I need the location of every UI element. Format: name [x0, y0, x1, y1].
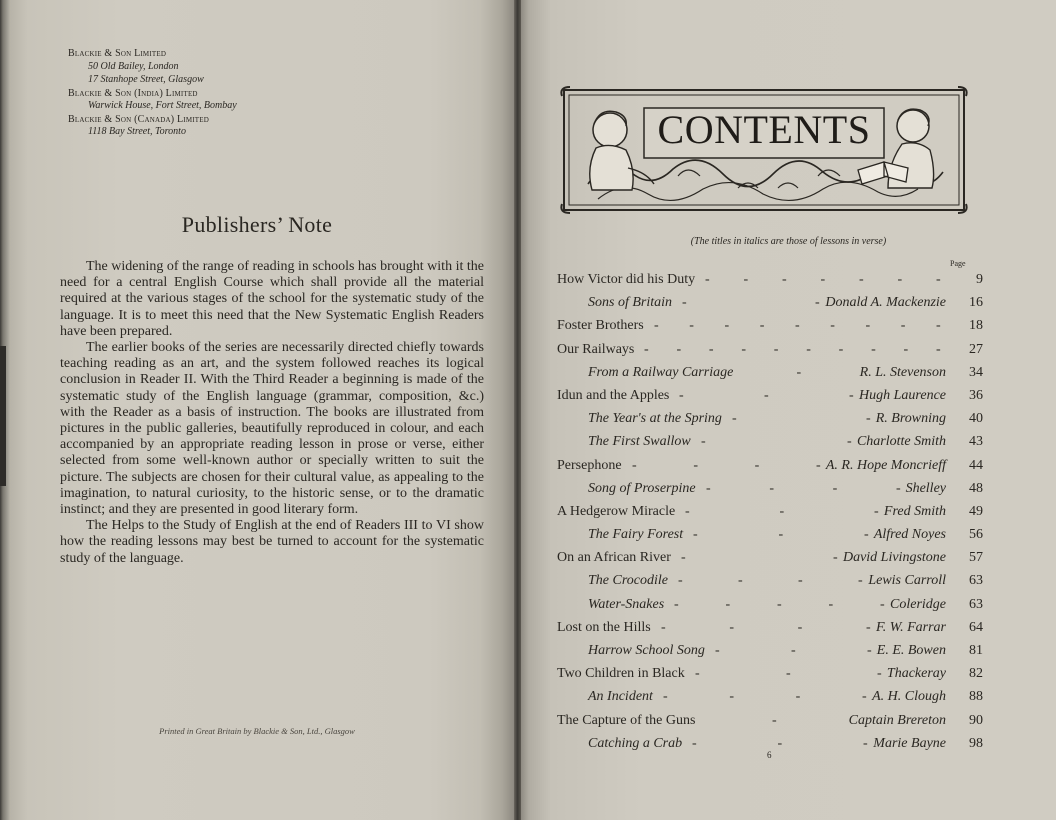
contents-entry: The Crocodile Lewis Carroll - - - - 63: [557, 569, 983, 592]
imprint-company: Blackie & Son (Canada) Limited: [68, 113, 209, 125]
entry-author: Marie Bayne: [873, 735, 946, 751]
entry-title: An Incident: [588, 689, 653, 705]
entry-title: Sons of Britain: [588, 295, 673, 311]
contents-entry: The Fairy Forest Alfred Noyes - - - 56: [557, 523, 983, 546]
contents-banner: [558, 84, 970, 216]
entry-title: Foster Brothers: [557, 318, 644, 334]
publishers-note-body: [60, 259, 484, 567]
entry-author: David Livingstone: [842, 550, 946, 566]
contents-entry: How Victor did his Duty - - - - - - - 9: [557, 268, 983, 291]
note-paragraph: The Helps to the Study of English at the end of Readers III to VI show how the reading lessons may best be turned to account for the systematic study of the language.: [60, 518, 484, 566]
entry-title: Harrow School Song: [588, 643, 705, 658]
entry-title: From a Railway Carriage: [588, 364, 734, 380]
entry-title: On an African River: [557, 550, 671, 566]
contents-entry: From a Railway Carriage R. L. Stevenson - 34: [557, 361, 983, 384]
entry-page-number: 81: [969, 643, 983, 658]
entry-title: The First Swallow: [588, 434, 691, 450]
entry-author: Coleridge: [890, 596, 946, 612]
entry-page-number: 64: [969, 619, 983, 635]
entry-title: Idun and the Apples: [557, 387, 670, 403]
contents-entry: Persephone A. R. Hope Moncrieff - - - - 44: [557, 454, 983, 477]
page-column-header: Page: [950, 259, 966, 268]
contents-entry: A Hedgerow Miracle Fred Smith - - - 49: [557, 500, 983, 523]
entry-title: Two Children in Black: [557, 666, 685, 682]
entry-title: Lost on the Hills: [557, 619, 651, 635]
imprint-address: 17 Stanhope Street, Glasgow: [88, 74, 204, 85]
entry-page-number: 88: [969, 689, 983, 705]
imprint-address: 1118 Bay Street, Toronto: [88, 126, 186, 137]
contents-entry: Harrow School Song E. E. Bowen - - - 81: [557, 639, 983, 662]
entry-title: A Hedgerow Miracle: [557, 503, 676, 519]
entry-author: Shelley: [905, 480, 946, 496]
entry-page-number: 63: [969, 596, 983, 612]
entry-page-number: 40: [969, 411, 983, 427]
entry-page-number: 43: [969, 434, 983, 450]
entry-author: R. Browning: [875, 411, 946, 427]
contents-entry: Catching a Crab Marie Bayne - - - 98: [557, 732, 983, 755]
entry-title: The Capture of the Guns: [557, 712, 696, 728]
note-paragraph: The earlier books of the series are necessarily directed chiefly towards teaching reading as an art, and the system followed reaches its logical conclusion in Reader II. With the Third Reader a beginning is made of the systematic study of the English language (grammar, composition, &c.) with the Reader as a basis of instruction. The books are illustrated from pictures in the public galleries, beautifully reproduced in colour, and each accompanied by an appropriate reading lesson in prose or verse, either selected from some well-known author or specially written to suit the picture. The subjects are chosen for their cultural value, as appealing to the imagination, to natural curiosity, to the historic sense, or to the dramatic instinct; and they are presented in good literary form.: [60, 340, 484, 518]
entry-page-number: 98: [969, 735, 983, 751]
entry-author: Charlotte Smith: [856, 434, 946, 450]
entry-author: Donald A. Mackenzie: [825, 295, 946, 311]
entry-title: Our Railways: [557, 341, 635, 357]
imprint-address: 50 Old Bailey, London: [88, 60, 179, 72]
contents-entry: Idun and the Apples Hugh Laurence - - - 36: [557, 384, 983, 407]
entry-author: Fred Smith: [883, 503, 946, 519]
entry-page-number: 82: [969, 666, 983, 682]
contents-entry: The Capture of the Guns Captain Brereton - 90: [557, 709, 983, 732]
contents-entry: Our Railways - - - - - - - - - - 27: [557, 338, 983, 361]
left-page: [0, 0, 514, 820]
entry-title: The Year's at the Spring: [588, 411, 722, 427]
contents-entry: Foster Brothers - - - - - - - - - 18: [557, 314, 983, 337]
imprint-entry: [68, 114, 237, 139]
printer-line: Printed in Great Britain by Blackie & Son, Ltd., Glasgow: [159, 726, 355, 736]
contents-entry: The First Swallow Charlotte Smith - - 43: [557, 430, 983, 453]
entry-title: How Victor did his Duty: [557, 272, 696, 287]
imprint-entry: [68, 88, 237, 113]
contents-entry: The Year's at the Spring R. Browning - - 40: [557, 407, 983, 430]
book-gutter: [514, 0, 521, 820]
entry-title: The Crocodile: [588, 573, 668, 589]
entry-page-number: 36: [969, 387, 983, 403]
contents-entry: Song of Proserpine Shelley - - - - 48: [557, 477, 983, 500]
contents-caption: (The titles in italics are those of lessons in verse): [690, 236, 887, 247]
entry-page-number: 57: [969, 550, 983, 566]
entry-title: Song of Proserpine: [588, 480, 696, 496]
entry-author: Captain Brereton: [848, 712, 946, 728]
contents-entry: On an African River David Livingstone - - 57: [557, 546, 983, 569]
entry-page-number: 18: [969, 318, 983, 334]
note-paragraph: The widening of the range of reading in schools has brought with it the need for a central English Course which shall provide all the material required at the various stages of the school for the systematic study of the language. It is to meet this need that the New Systematic English Readers have been prepared.: [60, 259, 484, 339]
contents-entry: Two Children in Black Thackeray - - - 82: [557, 662, 983, 685]
contents-entry: An Incident A. H. Clough - - - - 88: [557, 685, 983, 708]
entry-author: F. W. Farrar: [875, 619, 946, 635]
contents-list: [557, 268, 983, 755]
publisher-imprint: [68, 48, 237, 140]
entry-author: E. E. Bowen: [876, 643, 946, 658]
contents-entry: Lost on the Hills F. W. Farrar - - - - 64: [557, 616, 983, 639]
entry-author: Lewis Carroll: [868, 573, 946, 589]
right-page: [521, 0, 1056, 820]
entry-page-number: 48: [969, 480, 983, 496]
entry-page-number: 49: [969, 503, 983, 519]
entry-author: R. L. Stevenson: [859, 364, 946, 380]
entry-page-number: 27: [969, 341, 983, 357]
imprint-entry: [68, 48, 237, 73]
contents-entry: Water-Snakes Coleridge - - - - - 63: [557, 593, 983, 616]
entry-page-number: 9: [976, 272, 983, 287]
entry-author: A. R. Hope Moncrieff: [825, 457, 946, 473]
page-number: 6: [767, 750, 772, 760]
entry-page-number: 44: [969, 457, 983, 473]
contents-entry: Sons of Britain Donald A. Mackenzie - - 16: [557, 291, 983, 314]
entry-page-number: 56: [969, 527, 983, 543]
entry-author: A. H. Clough: [872, 689, 946, 705]
entry-title: Water-Snakes: [588, 596, 665, 612]
entry-title: Persephone: [557, 457, 622, 473]
entry-author: Hugh Laurence: [859, 387, 946, 403]
contents-heading: CONTENTS: [657, 107, 871, 152]
entry-author: Thackeray: [886, 666, 946, 682]
entry-title: Catching a Crab: [588, 735, 683, 751]
entry-page-number: 34: [969, 364, 983, 380]
entry-page-number: 16: [969, 295, 983, 311]
imprint-address: Warwick House, Fort Street, Bombay: [88, 100, 237, 111]
entry-page-number: 63: [969, 573, 983, 589]
entry-title: The Fairy Forest: [588, 527, 684, 543]
entry-page-number: 90: [969, 712, 983, 728]
imprint-company: Blackie & Son (India) Limited: [68, 87, 198, 99]
imprint-company: Blackie & Son Limited: [68, 48, 167, 59]
entry-author: Alfred Noyes: [873, 527, 946, 543]
publishers-note-title: Publishers’ Note: [181, 212, 333, 237]
page-edge-shadow: [0, 346, 6, 486]
imprint-entry: [68, 74, 237, 87]
